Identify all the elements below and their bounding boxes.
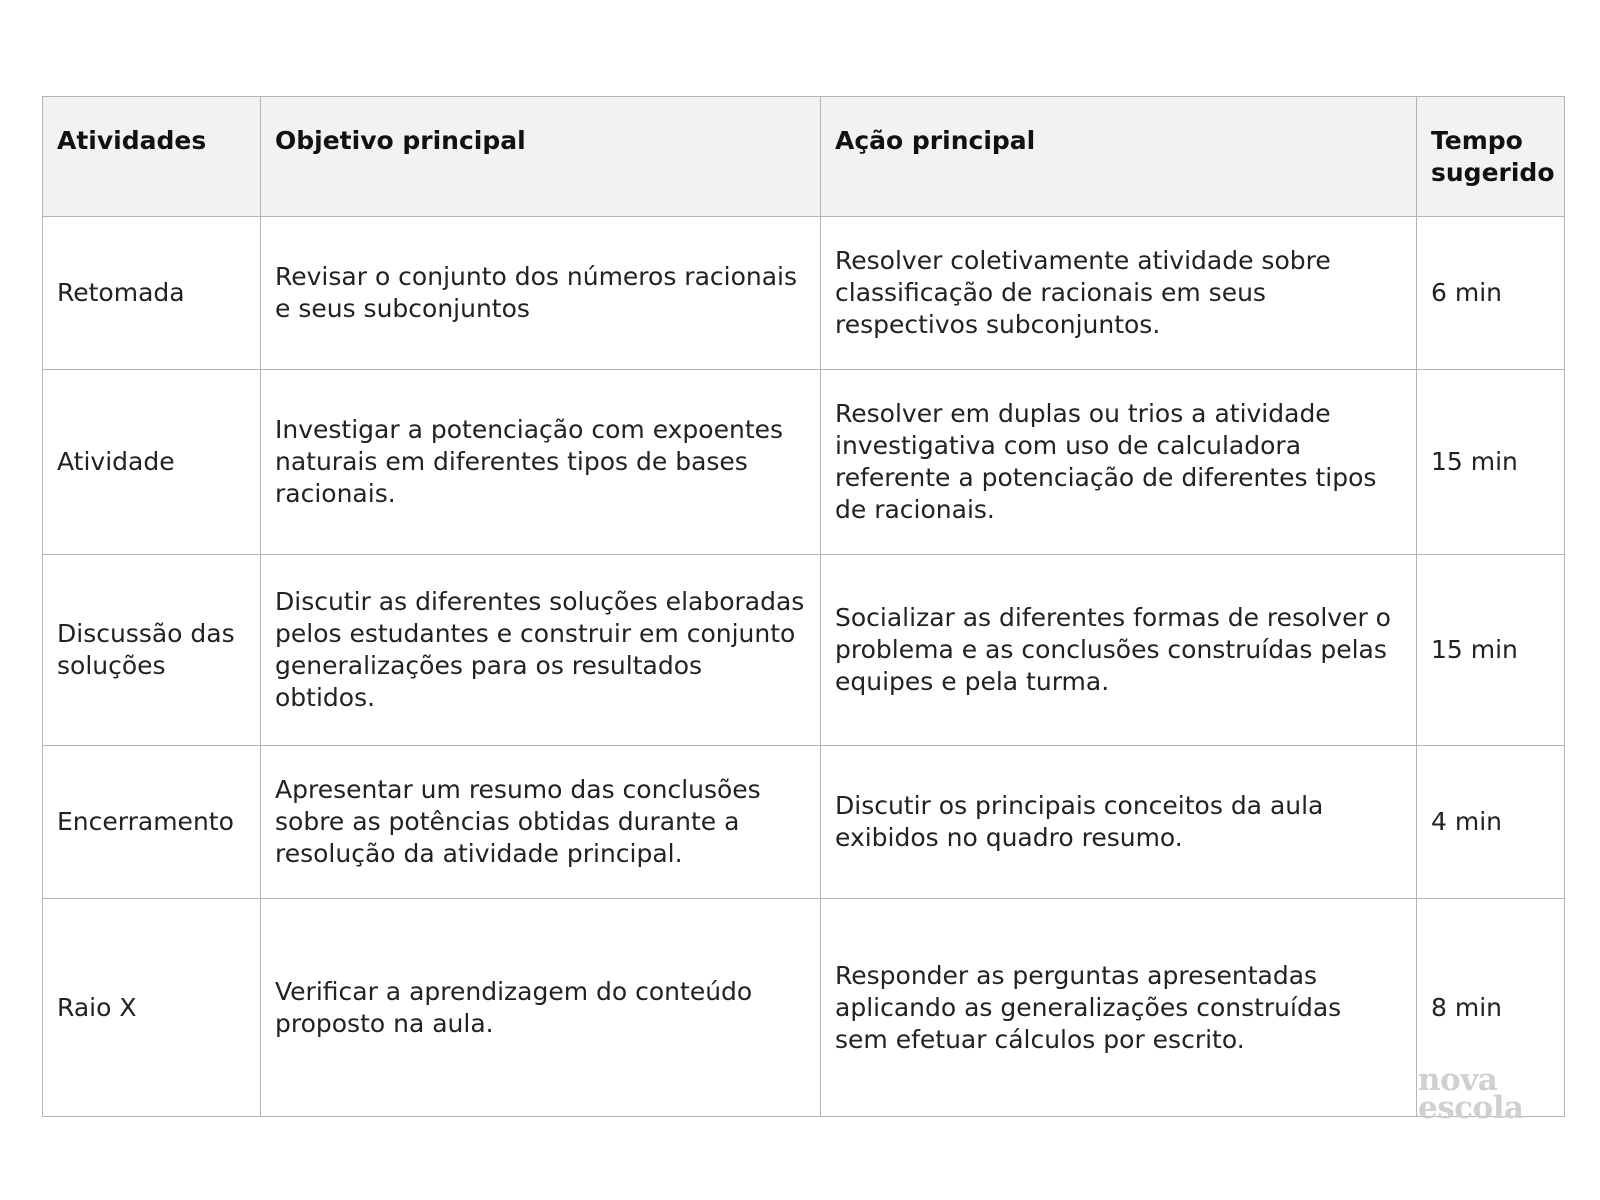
cell-tempo: 15 min bbox=[1417, 370, 1565, 555]
cell-atividade: Atividade bbox=[43, 370, 261, 555]
cell-objetivo: Discutir as diferentes soluções elaboradas pelos estudantes e construir em conjunto generalizações para os resultados obtidos. bbox=[261, 555, 821, 746]
cell-tempo: 8 min bbox=[1417, 899, 1565, 1117]
cell-tempo: 6 min bbox=[1417, 217, 1565, 370]
cell-objetivo: Verificar a aprendizagem do conteúdo proposto na aula. bbox=[261, 899, 821, 1117]
lesson-plan-table bbox=[42, 96, 1565, 1117]
table-row bbox=[43, 746, 1565, 899]
table-body bbox=[43, 217, 1565, 1117]
cell-atividade: Retomada bbox=[43, 217, 261, 370]
table-row bbox=[43, 370, 1565, 555]
cell-acao: Resolver em duplas ou trios a atividade investigativa com uso de calculadora referente a potenciação de diferentes tipos de racionais. bbox=[821, 370, 1417, 555]
header-atividades: Atividades bbox=[43, 97, 261, 217]
nova-escola-logo bbox=[1418, 1062, 1524, 1126]
cell-acao: Discutir os principais conceitos da aula exibidos no quadro resumo. bbox=[821, 746, 1417, 899]
logo-line-nova: nova bbox=[1418, 1062, 1498, 1098]
cell-tempo: 4 min bbox=[1417, 746, 1565, 899]
table-header bbox=[43, 97, 1565, 217]
table-row bbox=[43, 555, 1565, 746]
header-objetivo: Objetivo principal bbox=[261, 97, 821, 217]
cell-objetivo: Revisar o conjunto dos números racionais e seus subconjuntos bbox=[261, 217, 821, 370]
cell-atividade: Raio X bbox=[43, 899, 261, 1117]
cell-objetivo: Apresentar um resumo das conclusões sobre as potências obtidas durante a resolução da atividade principal. bbox=[261, 746, 821, 899]
header-acao: Ação principal bbox=[821, 97, 1417, 217]
cell-acao: Socializar as diferentes formas de resolver o problema e as conclusões construídas pelas equipes e pela turma. bbox=[821, 555, 1417, 746]
cell-acao: Resolver coletivamente atividade sobre classificação de racionais em seus respectivos subconjuntos. bbox=[821, 217, 1417, 370]
header-tempo: Tempo sugerido bbox=[1417, 97, 1565, 217]
table-row bbox=[43, 217, 1565, 370]
cell-tempo: 15 min bbox=[1417, 555, 1565, 746]
cell-atividade: Encerramento bbox=[43, 746, 261, 899]
table-row bbox=[43, 899, 1565, 1117]
header-row bbox=[43, 97, 1565, 217]
cell-acao: Responder as perguntas apresentadas aplicando as generalizações construídas sem efetuar cálculos por escrito. bbox=[821, 899, 1417, 1117]
cell-objetivo: Investigar a potenciação com expoentes naturais em diferentes tipos de bases racionais. bbox=[261, 370, 821, 555]
cell-atividade: Discussão das soluções bbox=[43, 555, 261, 746]
logo-line-escola: escola bbox=[1418, 1090, 1524, 1126]
